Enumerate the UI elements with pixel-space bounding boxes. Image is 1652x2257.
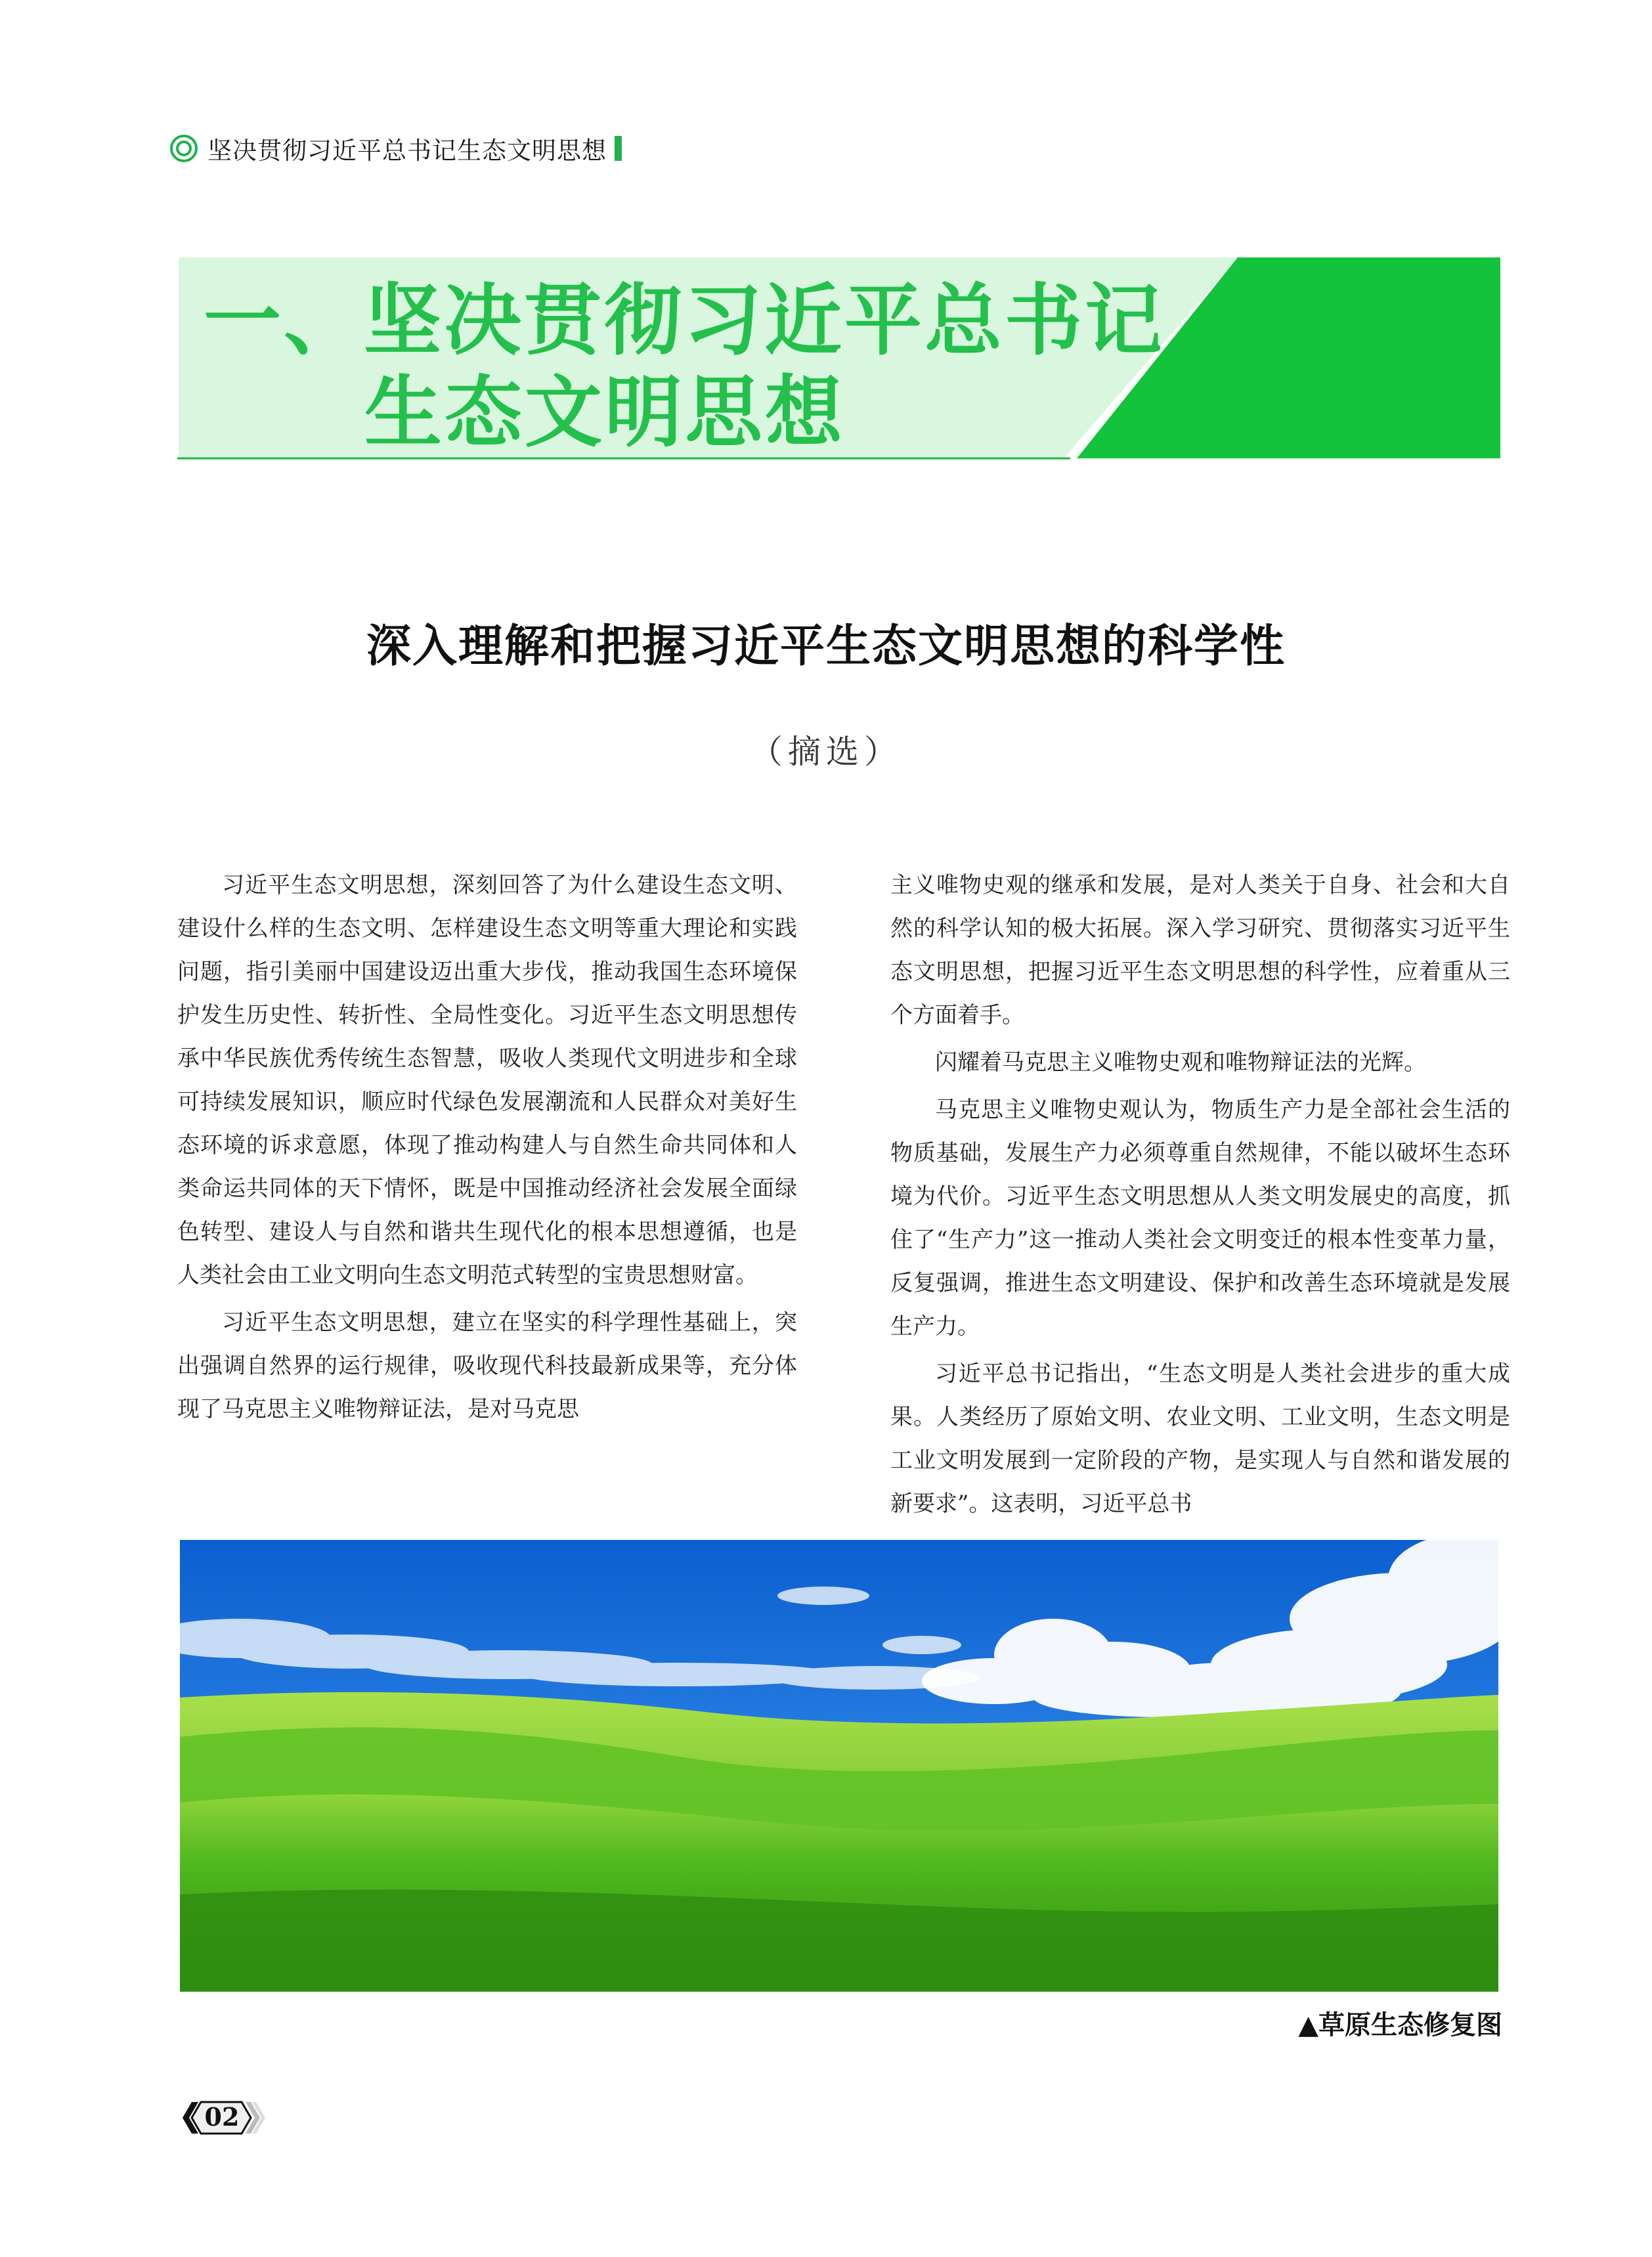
paragraph: 马克思主义唯物史观认为，物质生产力是全部社会生活的物质基础，发展生产力必须尊重自然规律，不能以破坏生态环境为代价。习近平生态文明思想从人类文明发展史的高度，抓住了“生产力”这一推动人类社会文明变迁的根本性变革力量，反复强调，推进生态文明建设、保护和改善生态环境就是发展生产力。 bbox=[890, 1097, 1510, 1340]
section-title-line1: 一、坚决贯彻习近平总书记 bbox=[204, 275, 1165, 366]
section-title-line2: 生态文明思想 bbox=[364, 367, 846, 458]
page-number: 02 bbox=[204, 2102, 240, 2132]
grassland-photo bbox=[180, 1540, 1498, 1992]
paragraph: 习近平总书记指出，“生态文明是人类社会进步的重大成果。人类经历了原始文明、农业文明、工业文明，生态文明是工业文明发展到一定阶段的产物，是实现人与自然和谐发展的新要求”。这表明，习近平总书 bbox=[890, 1361, 1510, 1517]
article-subtitle: （摘选） bbox=[750, 733, 902, 771]
page-number-badge bbox=[172, 2099, 271, 2136]
paragraph: 习近平生态文明思想，建立在坚实的科学理性基础上，突出强调自然界的运行规律，吸收现代科技最新成果等，充分体现了马克思主义唯物辩证法，是对马克思 bbox=[177, 1309, 797, 1422]
left-column bbox=[177, 864, 797, 1435]
running-title: 坚决贯彻习近平总书记生态文明思想 bbox=[207, 137, 607, 165]
article-title: 深入理解和把握习近平生态文明思想的科学性 bbox=[366, 621, 1286, 672]
paragraph: 闪耀着马克思主义唯物史观和唯物辩证法的光辉。 bbox=[935, 1049, 1426, 1076]
section-title bbox=[204, 274, 1165, 458]
section-banner bbox=[0, 0, 1652, 473]
figure-caption: ▲草原生态修复图 bbox=[1298, 2010, 1502, 2040]
right-column bbox=[890, 864, 1510, 1529]
grassland-image bbox=[180, 1540, 1498, 1992]
paragraph: 习近平生态文明思想，深刻回答了为什么建设生态文明、建设什么样的生态文明、怎样建设生态文明等重大理论和实践问题，指引美丽中国建设迈出重大步伐，推动我国生态环境保护发生历史性、转折性、全局性变化。习近平生态文明思想传承中华民族优秀传统生态智慧，吸收人类现代文明进步和全球可持续发展知识，顺应时代绿色发展潮流和人民群众对美好生态环境的诉求意愿，体现了推动构建人与自然生命共同体和人类命运共同体的天下情怀，既是中国推动经济社会发展全面绿色转型、建设人与自然和谐共生现代化的根本思想遵循，也是人类社会由工业文明向生态文明范式转型的宝贵思想财富。 bbox=[177, 872, 797, 1288]
paragraph-continued: 主义唯物史观的继承和发展，是对人类关于自身、社会和大自然的科学认知的极大拓展。深入学习研究、贯彻落实习近平生态文明思想，把握习近平生态文明思想的科学性，应着重从三个方面着手。 bbox=[890, 872, 1510, 1028]
